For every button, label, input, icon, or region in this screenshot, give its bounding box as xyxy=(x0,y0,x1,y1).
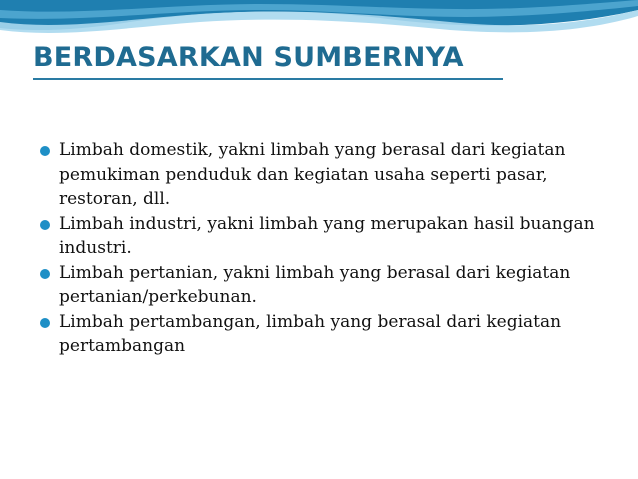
title-underline xyxy=(33,78,503,80)
bullet-item-industri xyxy=(40,212,600,261)
bullet-dot-icon xyxy=(40,220,50,230)
top-wave-decoration xyxy=(0,0,638,40)
bullet-text: Limbah domestik, yakni limbah yang berasal dari kegiatan pemukiman penduduk dan kegiatan usaha seperti pasar, restoran, dll. xyxy=(59,140,566,209)
bullet-item-domestik xyxy=(40,138,600,212)
bullet-dot-icon xyxy=(40,269,50,279)
bullet-text: Limbah pertambangan, limbah yang berasal dari kegiatan pertambangan xyxy=(59,311,562,356)
bullet-item-pertambangan xyxy=(40,310,600,359)
bullet-item-pertanian xyxy=(40,261,600,310)
bullet-dot-icon xyxy=(40,146,50,156)
bullet-list xyxy=(40,138,600,359)
bullet-dot-icon xyxy=(40,318,50,328)
slide-title: BERDASARKAN SUMBERNYA xyxy=(33,42,464,73)
bullet-text: Limbah pertanian, yakni limbah yang berasal dari kegiatan pertanian/perkebunan. xyxy=(59,262,571,307)
bullet-text: Limbah industri, yakni limbah yang merupakan hasil buangan industri. xyxy=(59,213,595,258)
